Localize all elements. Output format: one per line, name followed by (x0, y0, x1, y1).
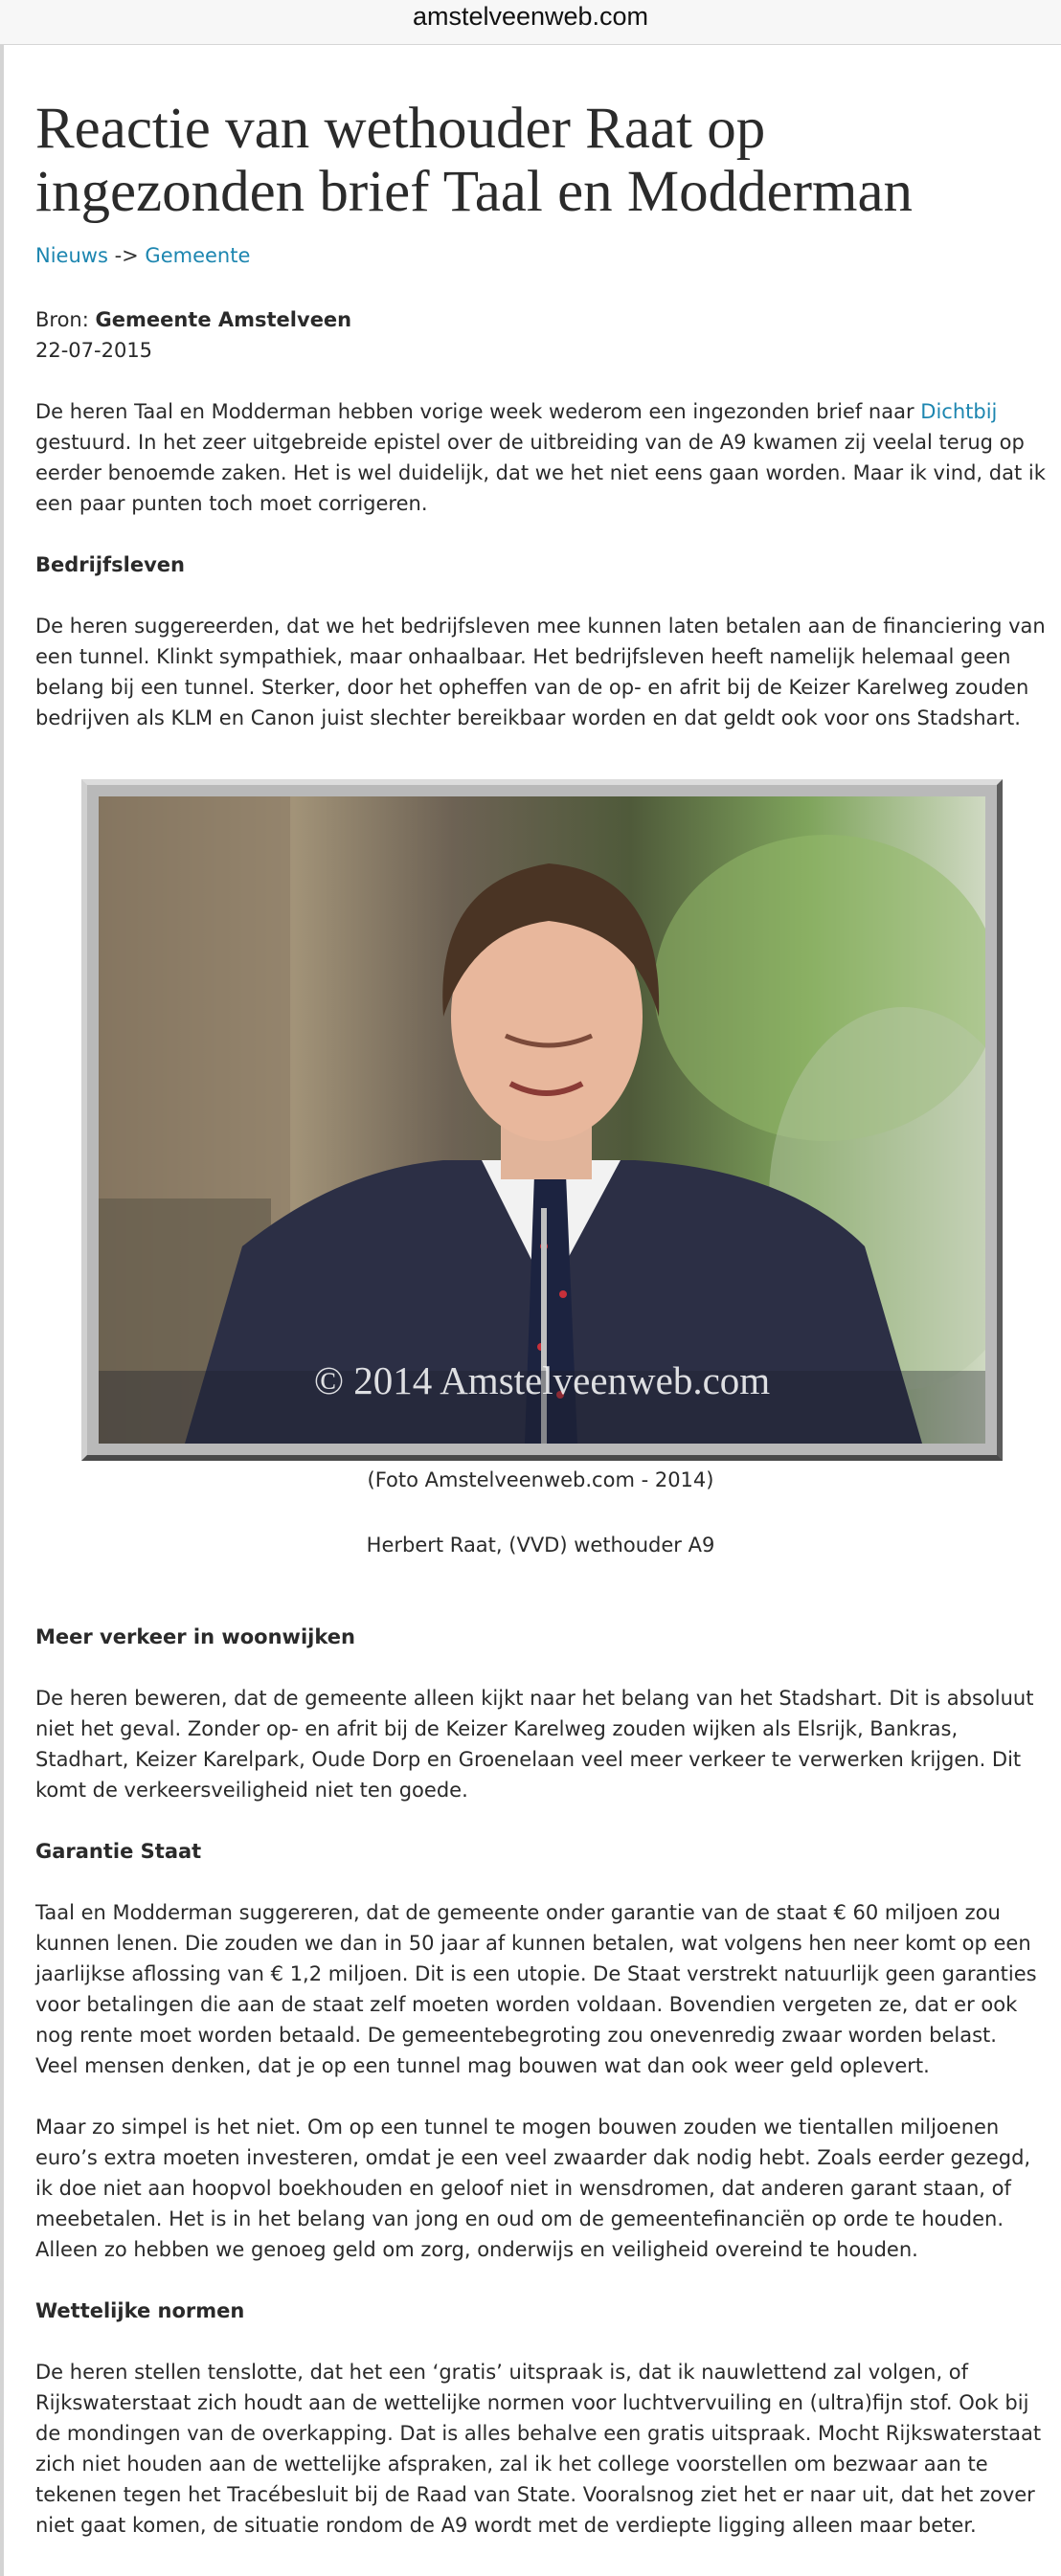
heading-meer-verkeer: Meer verkeer in woonwijken (35, 1625, 355, 1648)
intro-paragraph (35, 396, 1046, 519)
article-date: 22-07-2015 (35, 339, 153, 362)
paragraph-garantie-staat: Taal en Modderman suggereren, dat de gemeente onder garantie van de staat € 60 miljoen zou kunnen lenen. Die zouden we dan in 50 jaar af kunnen betalen, wat volgens hen neer komt op een jaarlijkse aflossing van € 1,2 miljoen. Dit is een utopie. De Staat verstrekt natuurlijk geen garanties voor betalingen die aan de staat zelf moeten worden voldaan. Bovendien vergeten ze, dat er ook nog rente moet worden betaald. De gemeentebegroting zou onevenredig zwaar worden belast. Veel mensen denken, dat je op een tunnel mag bouwen wat dan ook weer geld oplevert. (35, 1901, 1037, 2077)
article-photo (99, 796, 985, 1444)
paragraph-meer-verkeer: De heren beweren, dat de gemeente alleen kijkt naar het belang van het Stadshart. Dit is absoluut niet het geval. Zonder op- en afrit bij de Keizer Karelweg zouden wijken als Elsrijk, Bankras, Stadhart, Keizer Karelpark, Oude Dorp en Groenelaan veel meer verkeer te verwerken krijgen. Dit komt de verkeersveiligheid niet ten goede. (35, 1687, 1034, 1802)
browser-url-bar[interactable] (0, 0, 1061, 45)
page-left-border (0, 0, 4, 2576)
portrait-illustration (99, 796, 985, 1444)
paragraph-simpel: Maar zo simpel is het niet. Om op een tunnel te mogen bouwen zouden we tientallen miljoenen euro’s extra moeten investeren, omdat je een veel zwaarder dak nodig hebt. Zoals eerder gezegd, ik doe niet aan hoopvol boekhouden en geloof niet in wensdromen, dat anderen garant staan, of meebetalen. Het is in het belang van jong en oud om de gemeentefinanciën op orde te houden. Alleen zo hebben we genoeg geld om zorg, onderwijs en veiligheid overeind te houden. (35, 2116, 1031, 2261)
intro-text-before: De heren Taal en Modderman hebben vorige week wederom een ingezonden brief naar (35, 400, 921, 423)
heading-bedrijfsleven: Bedrijfsleven (35, 553, 185, 576)
source-label: Bron: (35, 308, 96, 331)
paragraph-wettelijke-normen: De heren stellen tenslotte, dat het een ‘gratis’ uitspraak is, dat ik nauwlettend zal volgen, of Rijkswaterstaat zich houdt aan de wettelijke normen voor luchtvervuiling en (ultra)fijn stof. Ook bij de mondingen van de overkapping. Dat is alles behalve een gratis uitspraak. Mocht Rijkswaterstaat zich niet houden aan de wettelijke afspraken, zal ik het college voorstellen om bezwaar aan te tekenen tegen het Tracébesluit bij de Raad van State. Vooralsnog ziet het er naar uit, dat het zover niet gaat komen, de situatie rondom de A9 wordt met de verdiepte ligging alleen maar beter. (35, 2361, 1042, 2537)
paragraph-bedrijfsleven: De heren suggereerden, dat we het bedrijfsleven mee kunnen laten betalen aan de financiering van een tunnel. Klinkt sympathiek, maar onhaalbaar. Het bedrijfsleven heeft namelijk helemaal geen belang bij een tunnel. Sterker, door het opheffen van de op- en afrit bij de Keizer Karelweg zouden bedrijven als KLM en Canon juist slechter bereikbaar worden en dat geldt ook voor ons Stadshart. (35, 615, 1046, 729)
heading-garantie-staat: Garantie Staat (35, 1840, 202, 1863)
source-line (35, 304, 1046, 335)
article-title: Reactie van wethouder Raat op ingezonden brief Taal en Modderman (35, 97, 914, 224)
photo-caption: (Foto Amstelveenweb.com - 2014) (367, 1468, 714, 1491)
breadcrumb-separator: -> (107, 244, 146, 267)
photo-subcaption: Herbert Raat, (VVD) wethouder A9 (366, 1534, 715, 1557)
article (35, 44, 1046, 2541)
breadcrumb (35, 241, 1046, 270)
url-text[interactable]: amstelveenweb.com (412, 2, 649, 31)
dichtbij-link[interactable]: Dichtbij (920, 400, 998, 423)
breadcrumb-link-gemeente[interactable]: Gemeente (145, 244, 251, 267)
article-meta (35, 304, 1046, 366)
breadcrumb-link-nieuws[interactable]: Nieuws (35, 244, 108, 267)
photo-watermark: © 2014 Amstelveenweb.com (313, 1358, 771, 1402)
article-photo-frame (81, 779, 1003, 1461)
source-name: Gemeente Amstelveen (95, 308, 352, 331)
heading-wettelijke-normen: Wettelijke normen (35, 2299, 245, 2322)
intro-text-after: gestuurd. In het zeer uitgebreide epistel over de uitbreiding van de A9 kwamen zij veelal terug op eerder benoemde zaken. Het is wel duidelijk, dat we het niet eens gaan worden. Maar ik vind, dat ik een paar punten toch moet corrigeren. (35, 431, 1046, 515)
